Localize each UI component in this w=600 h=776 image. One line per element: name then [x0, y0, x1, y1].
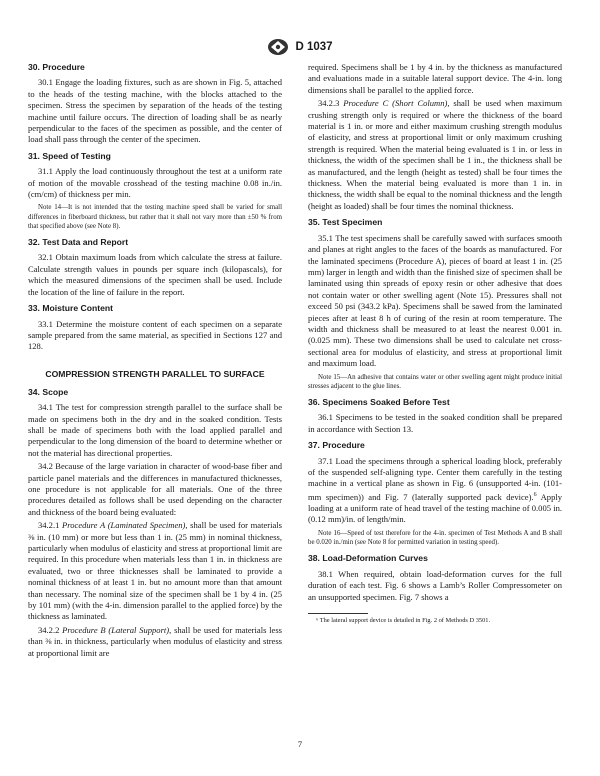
section-heading: 33. Moisture Content — [28, 303, 113, 314]
note: Note 16—Speed of test therefore for the 4-in. specimen of Test Methods A and B shall be 0.020 in./min (see Note 8 for permitted variation in testing speed). — [308, 529, 562, 547]
footnote-divider — [308, 613, 368, 614]
paragraph: 35.1 The test specimens shall be carefully sawed with surfaces smooth and planes at right angles to the faces of the boards as manufactured. For the laminated specimens (Procedure A), pieces of board at least 1 in. (25 mm) larger in length and width than the finished size of specimen shall be laminated using thin spreads of epoxy resin or other adhesive that does not contain water or other swelling agent (Note 15). Pressures shall not exceed 50 psi (343.2 kPa). Specimens shall be sawed from the laminated pieces after at least 8 h of curing of the resin at room temperature. The width and thickness shall be measured to at least the nearest 0.001 in. (0.025 mm). These two dimensions shall be used to calculate net cross-sectional area for modulus of elasticity, and stress at proportional limit and maximum load. — [308, 232, 562, 369]
paragraph: 32.1 Obtain maximum loads from which calculate the stress at failure. Calculate strength values in pounds per square inch (kilopascals), for which the measured dimensions of the specimen shall be used. Include the location of the line of failure in the report. — [28, 252, 282, 297]
paragraph: 34.1 The test for compression strength parallel to the surface shall be made on specimens both in the dry and in the soaked condition. Tests shall be made of specimens both with the load applied parallel and perpendicular to the long dimension of the board to determine whether or not the material has directional properties. — [28, 402, 282, 458]
section-heading: 30. Procedure — [28, 62, 85, 72]
paragraph — [28, 625, 282, 659]
note: Note 14—It is not intended that the testing machine speed shall be varied for small differences in fiberboard thickness, but rather that it shall not vary more than ±50 % from that specified above (see Note 8). — [28, 204, 282, 230]
section-heading: 37. Procedure — [308, 440, 365, 451]
paragraph-text: , shall be used for materials ⅜ in. (10 mm) or more but less than 1 in. (25 mm) in nominal thickness, particularly when modulus of elasticity and stress at proportional limit are required. In this procedure when materials less than 1 in. in thickness are evaluated, two or three thicknesses shall be laminated to provide a nominal thickness of at least 1 in. but no amount more than that amount than necessary. The nominal size of the specimen shall be 1 by 4 in. (25 by 101 mm) (with the 4-in. dimension parallel to the applied force) by the thickness as laminated. — [28, 520, 282, 622]
section-heading: 31. Speed of Testing — [28, 150, 111, 161]
paragraph-number: 34.2.3 — [318, 98, 344, 109]
paragraph — [308, 456, 562, 526]
paragraph-text: , shall be used for materials less than ⅜ in. in thickness, particularly when modulus of elasticity and stress at proportional limit are — [28, 624, 283, 658]
paragraph-text: Apply loading at a uniform rate of head travel of the testing machine of 0.005 in. (0.12 mm)/in. of length/min. — [308, 491, 562, 525]
section-heading: 36. Specimens Soaked Before Test — [308, 396, 450, 407]
document-id: D 1037 — [295, 41, 333, 53]
paragraph: 30.1 Engage the loading fixtures, such as are shown in Fig. 5, attached to the heads of the testing machine, with the blocks attached to the specimen. Stress the specimen by separation of the heads of the testing machine until failure occurs. The direction of loading shall be as nearly perpendicular to the faces of the specimen as possible, and the center of load shall pass through the center of the specimen. — [28, 77, 282, 145]
paragraph — [28, 520, 282, 623]
page-number: 7 — [297, 739, 303, 749]
section-heading: 38. Load-Deformation Curves — [308, 553, 428, 564]
page-header — [0, 38, 600, 56]
right-column — [308, 62, 562, 625]
section-heading: 32. Test Data and Report — [28, 237, 129, 248]
paragraph: 36.1 Specimens to be tested in the soaked condition shall be prepared in accordance with Section 13. — [308, 412, 562, 434]
paragraph-text: 37.1 Load the specimens through a spherical loading block, preferably of the suspended self-aligning type. Center them carefully in the testing machine in a vertical plane as shown in Fig. 6 (unsupported 4-in. (101-mm specimen)) and Fig. 7 (laterally supported pack device). — [308, 455, 562, 502]
paragraph-continued: required. Specimens shall be 1 by 4 in. by the thickness as manufactured and evaluations made in a suitable lateral support device. The 4-in. long dimensions shall be parallel to the applied force. — [308, 62, 562, 95]
paragraph: 34.2 Because of the large variation in character of wood-base fiber and particle panel materials and the differences in manufactured thicknesses, one procedure is not applicable for all materials. One of the three procedures detailed as follows shall be used depending on the character and thickness of the board being evaluated: — [28, 461, 282, 517]
paragraph: 33.1 Determine the moisture content of each specimen on a separate sample prepared from the same material, as specified in Sections 127 and 128. — [28, 318, 282, 352]
note: Note 15—An adhesive that contains water or other swelling agent might produce initial stresses adjacent to the glue lines. — [308, 373, 562, 390]
section-heading: 34. Scope — [28, 386, 69, 397]
left-column — [28, 62, 282, 661]
paragraph: 38.1 When required, obtain load-deformation curves for the full duration of each test. Fig. 6 shows a Lamb’s Roller Compressometer on an unsupported specimen. Fig. 7 shows a — [308, 568, 562, 602]
procedure-title: Procedure A (Laminated Specimen) — [62, 520, 186, 531]
major-heading: COMPRESSION STRENGTH PARALLEL TO SURFACE — [45, 368, 265, 379]
section-heading: 35. Test Specimen — [308, 217, 383, 228]
paragraph-text: , shall be used when maximum crushing strength only is required or where the thickness of the board material is 1 in. or more and either maximum crushing strength modulus of elasticity, and stress at proportional limit or only maximum crushing strength is required. When the material being evaluated is 1 in. or less in thickness, the width of the specimen shall be 1 in., the thickness shall be as manufactured, and the length (height as tested) shall be four times the thickness. When the material being evaluated is more than 1 in. in thickness, the width shall be equal to the nominal thickness and the length (height as loaded) shall be four times the nominal thickness. — [308, 98, 562, 211]
paragraph-number: 34.2.1 — [38, 520, 63, 531]
footnote: ⁶ The lateral support device is detailed in Fig. 2 of Methods D 3501. — [316, 616, 491, 624]
procedure-title: Procedure C (Short Column) — [343, 98, 448, 109]
paragraph — [308, 98, 562, 212]
astm-logo-icon — [267, 38, 289, 56]
paragraph: 31.1 Apply the load continuously throughout the test at a uniform rate of motion of the movable crosshead of the testing machine 0.08 in./in. (cm/cm) of thickness per min. — [28, 166, 282, 200]
procedure-title: Procedure B (Lateral Support) — [62, 624, 170, 635]
paragraph-number: 34.2.2 — [38, 624, 63, 635]
footnote-ref: 6 — [533, 491, 537, 498]
